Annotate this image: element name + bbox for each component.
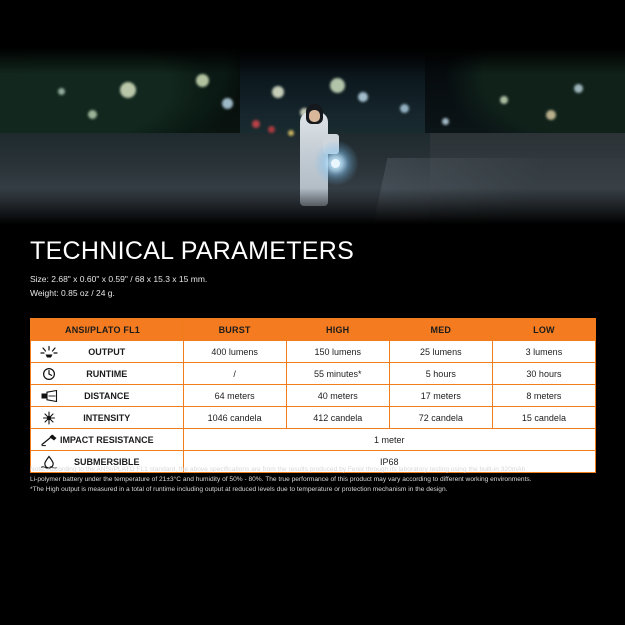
row-label-distance: [31, 385, 184, 407]
bokeh-light: [442, 118, 449, 125]
row-label-text: INTENSITY: [83, 412, 131, 423]
bokeh-light: [58, 88, 65, 95]
bokeh-light: [272, 86, 284, 98]
cell-runtime-burst: /: [183, 363, 286, 385]
header-standard: ANSI/PLATO FL1: [31, 319, 184, 341]
bokeh-light: [268, 126, 275, 133]
bokeh-light: [500, 96, 508, 104]
cell-distance-med: 17 meters: [389, 385, 492, 407]
table-body: [31, 341, 596, 473]
cell-output-low: 3 lumens: [492, 341, 595, 363]
cell-runtime-high: 55 minutes*: [286, 363, 389, 385]
cell-runtime-med: 5 hours: [389, 363, 492, 385]
footnote-line-2: Li-polymer battery under the temperature of 21±3°C and humidity of 50% - 80%. The true performance of this product may vary according to different working environments.: [30, 476, 532, 484]
row-label-text: SUBMERSIBLE: [74, 456, 140, 467]
title-block: [30, 238, 600, 299]
bokeh-light: [400, 104, 409, 113]
spec-size: Size: 2.68" x 0.60" x 0.59" / 68 x 15.3 x 15 mm.: [30, 273, 208, 284]
photo-fade-top: [0, 48, 625, 74]
cell-impact-resistance-value: 1 meter: [183, 429, 595, 451]
cell-distance-low: 8 meters: [492, 385, 595, 407]
distance-beam-icon: [39, 389, 59, 403]
cell-runtime-low: 30 hours: [492, 363, 595, 385]
bokeh-light: [574, 84, 583, 93]
header-burst: BURST: [183, 319, 286, 341]
flashlight-beam-core: [331, 159, 340, 168]
cell-submersible-value: IP68: [183, 451, 595, 473]
header-med: MED: [389, 319, 492, 341]
photo-fade-bottom: [0, 188, 625, 228]
bokeh-light: [120, 82, 136, 98]
row-label-text: DISTANCE: [84, 390, 130, 401]
cell-intensity-burst: 1046 candela: [183, 407, 286, 429]
runtime-clock-icon: [39, 367, 59, 381]
bokeh-light: [330, 78, 345, 93]
table-row: [31, 385, 596, 407]
bokeh-light: [546, 110, 556, 120]
cell-intensity-med: 72 candela: [389, 407, 492, 429]
cell-intensity-high: 412 candela: [286, 407, 389, 429]
row-label-output: [31, 341, 184, 363]
specification-table-wrapper: [30, 318, 596, 473]
table-row: [31, 407, 596, 429]
row-label-runtime: [31, 363, 184, 385]
table-header: [31, 319, 596, 341]
bokeh-light: [358, 92, 368, 102]
cell-intensity-low: 15 candela: [492, 407, 595, 429]
row-label-impact-resistance: [31, 429, 184, 451]
intensity-star-icon: [39, 411, 59, 425]
table-row: [31, 363, 596, 385]
page-title: TECHNICAL PARAMETERS: [30, 237, 355, 265]
specification-table: [30, 318, 596, 473]
row-label-intensity: [31, 407, 184, 429]
bokeh-light: [222, 98, 233, 109]
table-row: [31, 341, 596, 363]
footnote-line-1: Note: According to the ANSI/PLATO FL1 standard, the above specifications are from the results produced by Fenix through its laboratory testing using the built-in 320mAh: [30, 466, 526, 473]
hero-photo: [0, 48, 625, 228]
row-label-text: RUNTIME: [86, 368, 128, 379]
cell-output-burst: 400 lumens: [183, 341, 286, 363]
table-row: [31, 429, 596, 451]
row-label-text: IMPACT RESISTANCE: [59, 434, 154, 445]
spec-weight: Weight: 0.85 oz / 24 g.: [30, 287, 115, 298]
cell-output-med: 25 lumens: [389, 341, 492, 363]
table-header-row: [31, 319, 596, 341]
cell-distance-high: 40 meters: [286, 385, 389, 407]
header-low: LOW: [492, 319, 595, 341]
bokeh-light: [252, 120, 260, 128]
footnote-line-3: *The High output is measured in a total of runtime including output at reduced levels due to temperature or protection mechanism in the design.: [30, 486, 448, 494]
row-label-text: OUTPUT: [88, 346, 126, 357]
header-high: HIGH: [286, 319, 389, 341]
cell-distance-burst: 64 meters: [183, 385, 286, 407]
person-face: [309, 110, 320, 122]
bokeh-light: [288, 130, 294, 136]
output-burst-icon: [39, 345, 59, 359]
bokeh-light: [88, 110, 97, 119]
cell-output-high: 150 lumens: [286, 341, 389, 363]
bokeh-light: [196, 74, 209, 87]
footnote-block: [30, 465, 596, 496]
impact-resistance-icon: [39, 433, 59, 447]
